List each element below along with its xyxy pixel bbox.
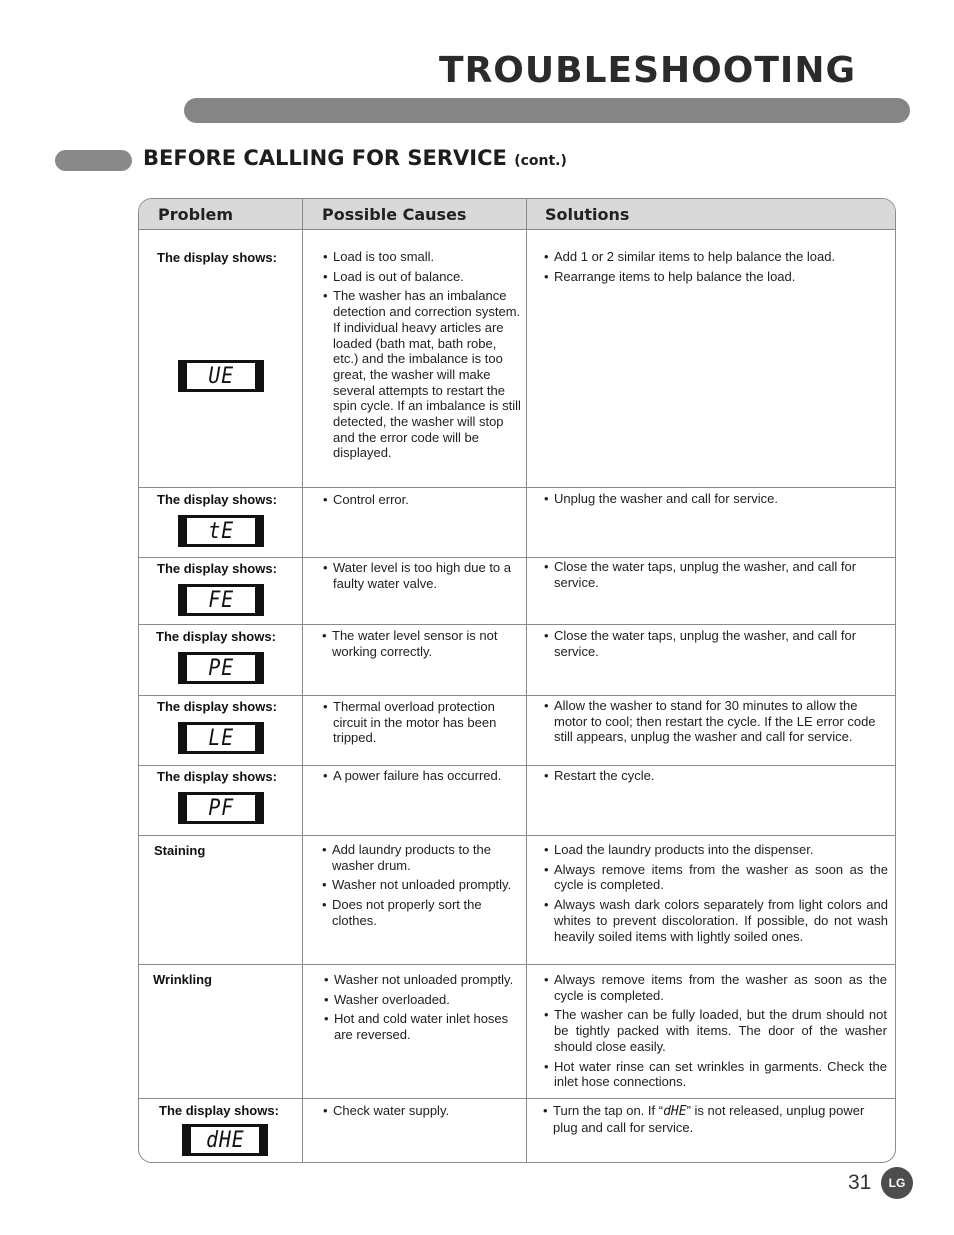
display-code-text: PF <box>208 795 234 821</box>
problem-label: The display shows: <box>157 250 277 265</box>
problem-label: Staining <box>154 843 206 858</box>
solutions-cell <box>544 559 886 594</box>
solution-item: • Always remove items from the washer as soon as the cycle is completed. <box>544 862 888 893</box>
cause-item: • Load is too small. <box>323 249 523 265</box>
display-code-ue <box>178 360 264 392</box>
solution-text-before: Turn the tap on. If “ <box>553 1103 664 1118</box>
solution-item: • Unplug the washer and call for service. <box>544 491 886 507</box>
row-divider <box>139 695 896 696</box>
solution-item: • Always wash dark colors separately from light colors and whites to prevent discoloration. If possible, do not wash heavily soiled items with lightly soiled ones. <box>544 897 888 944</box>
problem-label: The display shows: <box>157 561 277 576</box>
section-heading-text: BEFORE CALLING FOR SERVICE <box>143 146 507 170</box>
solutions-cell <box>544 491 886 511</box>
cause-item: • The washer has an imbalance detection and correction system. If individual heavy articles are loaded (bath mat, bath robe, etc.) and the imbalance is too great, the washer will make several attempts to restart the spin cycle. If an imbalance is still detected, the washer will stop and the error code will be displayed. <box>323 288 523 461</box>
causes-cell <box>323 768 523 788</box>
cause-item: • Does not properly sort the clothes. <box>322 897 522 928</box>
solution-item: • Allow the washer to stand for 30 minutes to allow the motor to cool; then restart the cycle. If the LE error code still appears, unplug the washer and call for service. <box>544 698 889 745</box>
solution-item: • Always remove items from the washer as soon as the cycle is completed. <box>544 972 887 1003</box>
causes-cell <box>322 842 522 933</box>
problem-label: The display shows: <box>157 769 277 784</box>
solutions-cell <box>544 628 886 663</box>
section-heading-suffix: (cont.) <box>514 153 567 169</box>
display-code-le <box>178 722 264 754</box>
page-title: TROUBLESHOOTING <box>439 50 856 91</box>
problem-label: The display shows: <box>157 699 277 714</box>
display-code-text: UE <box>208 363 234 389</box>
display-code-pe <box>178 652 264 684</box>
display-code-text: LE <box>208 725 234 751</box>
solution-item: • The washer can be fully loaded, but the drum should not be tightly packed with items. The door of the washer should close easily. <box>544 1007 887 1054</box>
row-divider <box>139 624 896 625</box>
causes-cell <box>322 628 522 663</box>
column-divider <box>302 199 303 1163</box>
solutions-cell <box>543 1103 883 1139</box>
problem-label: The display shows: <box>157 492 277 507</box>
solution-text-after: ” is not released, unplug power plug and call for service. <box>553 1103 865 1135</box>
cause-item: • Water level is too high due to a faulty water valve. <box>323 560 523 591</box>
solutions-cell <box>544 842 888 948</box>
solution-item: • Add 1 or 2 similar items to help balance the load. <box>544 249 886 265</box>
causes-cell <box>323 249 523 465</box>
column-header-causes: Possible Causes <box>322 205 467 224</box>
cause-item: • Check water supply. <box>323 1103 523 1119</box>
display-code-text: FE <box>208 587 234 613</box>
problem-label: The display shows: <box>159 1103 279 1118</box>
solution-item: • Close the water taps, unplug the washer, and call for service. <box>544 628 886 659</box>
cause-item: • Control error. <box>323 492 523 508</box>
cause-item: • A power failure has occurred. <box>323 768 523 784</box>
troubleshooting-table <box>138 198 896 1163</box>
display-code-text: dHE <box>205 1127 245 1153</box>
row-divider <box>139 557 896 558</box>
column-header-solutions: Solutions <box>545 205 630 224</box>
row-divider <box>139 487 896 488</box>
solutions-cell <box>544 768 886 788</box>
cause-item: • Washer not unloaded promptly. <box>322 877 522 893</box>
inline-display-code: dHE <box>663 1104 687 1119</box>
problem-label: Wrinkling <box>153 972 212 987</box>
cause-item: • Thermal overload protection circuit in the motor has been tripped. <box>323 699 523 746</box>
cause-item: • Washer overloaded. <box>324 992 519 1008</box>
section-heading <box>143 146 567 170</box>
title-bar <box>184 98 910 123</box>
cause-item: • The water level sensor is not working correctly. <box>322 628 522 659</box>
row-divider <box>139 835 896 836</box>
column-divider <box>526 199 527 1163</box>
solutions-cell <box>544 698 889 749</box>
lg-logo-text: LG <box>888 1176 906 1190</box>
causes-cell <box>323 699 523 750</box>
causes-cell <box>323 492 523 512</box>
solution-item: • Hot water rinse can set wrinkles in garments. Check the inlet hose connections. <box>544 1059 887 1090</box>
solution-item: • Restart the cycle. <box>544 768 886 784</box>
row-divider <box>139 1098 896 1099</box>
solution-item <box>543 1103 883 1135</box>
solution-item: • Close the water taps, unplug the washer, and call for service. <box>544 559 886 590</box>
solutions-cell <box>544 249 886 288</box>
row-divider <box>139 765 896 766</box>
causes-cell <box>324 972 519 1047</box>
cause-item: • Hot and cold water inlet hoses are reversed. <box>324 1011 519 1042</box>
display-code-pf <box>178 792 264 824</box>
table-header <box>139 199 896 230</box>
solutions-cell <box>544 972 887 1094</box>
solution-item: • Load the laundry products into the dispenser. <box>544 842 888 858</box>
column-header-problem: Problem <box>158 205 234 224</box>
causes-cell <box>323 1103 523 1123</box>
display-code-fe <box>178 584 264 616</box>
problem-label: The display shows: <box>156 629 276 644</box>
causes-cell <box>323 560 523 595</box>
display-code-te <box>178 515 264 547</box>
cause-item: • Load is out of balance. <box>323 269 523 285</box>
display-code-text: tE <box>208 518 234 544</box>
cause-item: • Washer not unloaded promptly. <box>324 972 519 988</box>
display-code-dhe <box>182 1124 268 1156</box>
cause-item: • Add laundry products to the washer drum. <box>322 842 522 873</box>
display-code-text: PE <box>208 655 234 681</box>
section-pill <box>55 150 132 171</box>
lg-logo <box>881 1167 913 1199</box>
row-divider <box>139 964 896 965</box>
solution-item: • Rearrange items to help balance the load. <box>544 269 886 285</box>
page-number: 31 <box>848 1171 872 1194</box>
